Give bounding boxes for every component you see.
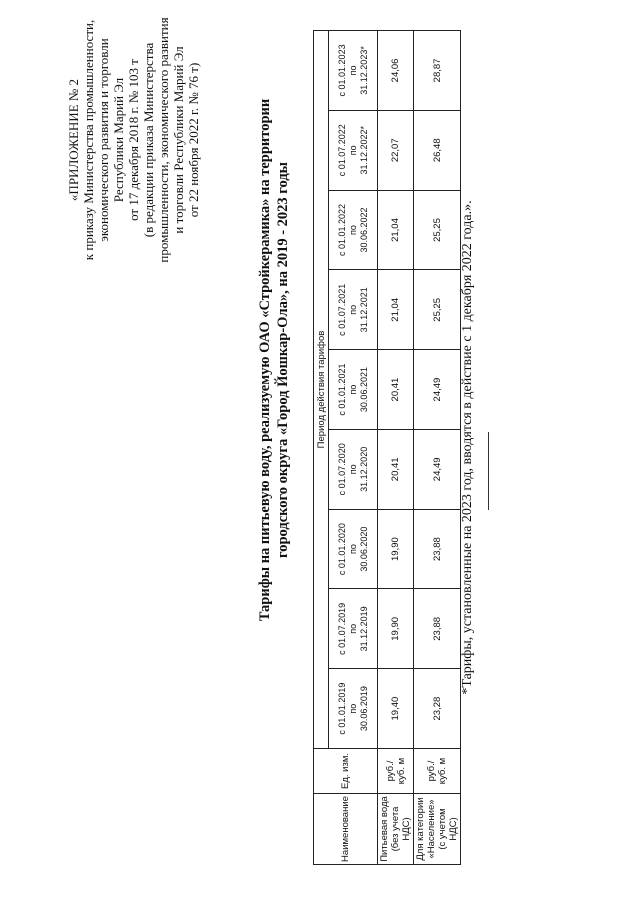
appendix-line: «ПРИЛОЖЕНИЕ № 2 [66,78,81,202]
period-header: с 01.07.2019 по 31.12.2019 [329,589,378,669]
tariff-cell: 19,40 [378,669,414,749]
appendix-line: промышленности, экономического развития [156,17,171,263]
appendix-line: экономического развития и торговли [96,38,111,242]
period-header: с 01.07.2020 по 31.12.2020 [329,429,378,509]
tariff-cell: 24,49 [414,350,461,430]
tariff-cell: 20,41 [378,429,414,509]
appendix-line: Республики Марий Эл [111,77,126,203]
tariff-cell: 25,25 [414,190,461,270]
tariff-cell: 19,90 [378,589,414,669]
row-name: Питьевая вода (без учета НДС) [378,794,414,865]
appendix-line: и торговли Республики Марий Эл [171,46,186,234]
appendix-line: от 17 декабря 2018 г. № 103 т [126,59,141,221]
row-unit: руб./ куб. м [414,749,461,794]
footnote: *Тарифы, установленные на 2023 год, вводятся в действие с 1 декабря 2022 года.». [460,200,475,695]
tariff-table [313,30,461,865]
row-unit: руб./ куб. м [378,749,414,794]
appendix-line: (в редакции приказа Министерства [141,42,156,238]
separator-rule [488,432,489,510]
appendix-line: к приказу Министерства промышленности, [81,19,96,261]
tariff-cell: 24,49 [414,429,461,509]
column-header-name: Наименование [314,794,378,865]
period-header: с 01.01.2019 по 30.06.2019 [329,669,378,749]
tariff-cell: 28,87 [414,31,461,111]
row-name: Для категории «Население» (с учетом НДС) [414,794,461,865]
title-line: городского округа «Город Йошкар-Ола», на 2019 - 2023 годы [275,162,291,559]
tariff-cell: 23,88 [414,509,461,589]
period-header: с 01.07.2022 по 31.12.2022* [329,110,378,190]
tariff-cell: 19,90 [378,509,414,589]
column-header-unit: Ед. изм. [314,749,378,794]
appendix-line: от 22 ноября 2022 г. № 76 т) [186,62,201,218]
period-header: с 01.01.2021 по 30.06.2021 [329,350,378,430]
table-row [378,31,414,865]
period-header: с 01.01.2020 по 30.06.2020 [329,509,378,589]
tariff-cell: 21,04 [378,190,414,270]
tariff-cell: 24,06 [378,31,414,111]
table-period-row [329,31,378,865]
tariff-cell: 26,48 [414,110,461,190]
document-title [256,0,292,730]
tariff-cell: 25,25 [414,270,461,350]
tariff-cell: 20,41 [378,350,414,430]
appendix-header [66,15,201,265]
tariff-cell: 23,88 [414,589,461,669]
table-row [414,31,461,865]
tariff-cell: 23,28 [414,669,461,749]
tariff-cell: 21,04 [378,270,414,350]
period-header: с 01.07.2021 по 31.12.2021 [329,270,378,350]
table-header-row [314,31,329,865]
tariff-cell: 22,07 [378,110,414,190]
period-header: с 01.01.2022 по 30.06.2022 [329,190,378,270]
period-header: с 01.01.2023 по 31.12.2023* [329,31,378,111]
column-header-period: Период действия тарифов [314,31,329,749]
title-line: Тарифы на питьевую воду, реализуемую ОАО «Стройкерамика» на территории [257,98,273,622]
